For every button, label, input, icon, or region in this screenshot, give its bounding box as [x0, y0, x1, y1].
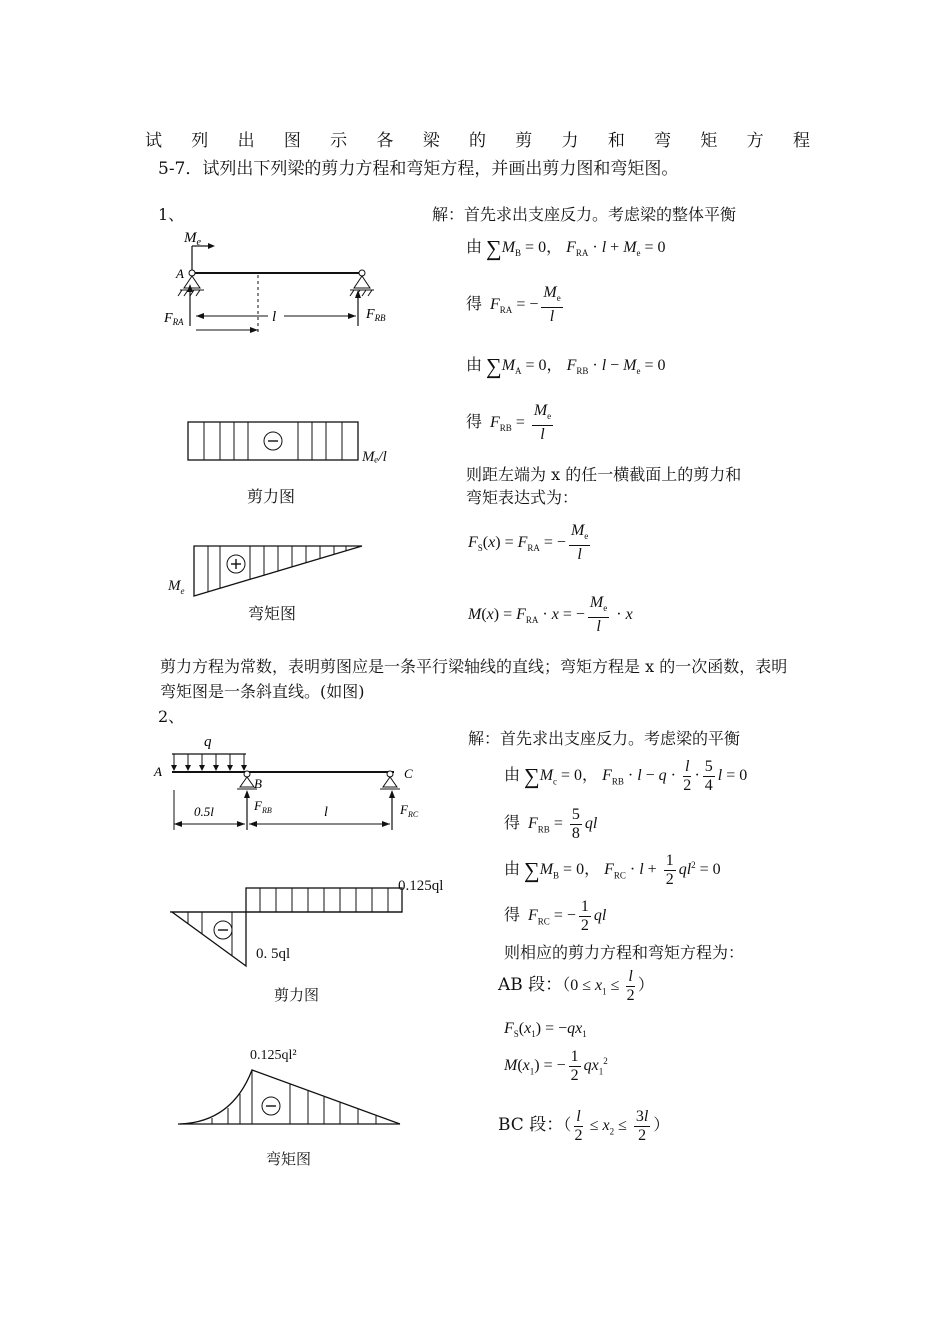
title-char: 方 [746, 131, 764, 151]
moment2-peak-value: 0.125ql² [250, 1048, 297, 1063]
part2-label: 2、 [158, 707, 185, 726]
point-b-label: B [254, 776, 262, 791]
title-char: 和 [607, 131, 625, 151]
part2-res2: 得 $F_{RC}$ = − $\frac{1}{2}$ ql [504, 898, 607, 934]
shear2-pos-value: 0.125ql [398, 878, 444, 894]
title-char: 列 [191, 131, 209, 151]
shear2-neg-value: 0. 5ql [256, 946, 291, 962]
part1-m-eq: $M(x) = F_{RA} \cdot x$ = − $\frac{M_e}{l}$ · x [468, 594, 633, 636]
frb-label: $F_{RB}$ [366, 307, 386, 323]
frc-label: $F_{RC}$ [400, 802, 419, 819]
title-char: 矩 [700, 131, 718, 151]
title-char: 剪 [515, 131, 533, 151]
fra-label: $F_{RA}$ [164, 311, 184, 327]
part1-conclusion: 剪力方程为常数，表明剪图应是一条平行梁轴线的直线；弯矩方程是 x 的一次函数，表明弯矩图是一条斜直线。(如图) [160, 657, 788, 701]
title-char: 力 [561, 131, 579, 151]
part2-res1: 得 $F_{RB}$ = $\frac{5}{8}$ ql [504, 806, 598, 842]
len1-label: 0.5l [194, 804, 214, 819]
page-title [145, 126, 810, 151]
title-char: 梁 [422, 131, 440, 151]
beam2-diagram [150, 730, 440, 840]
part1-eq2: 由 $\sum M_A = 0$， $F_{RB} \cdot l - M_e = 0$ [466, 353, 666, 379]
moment2-caption: 弯矩图 [266, 1150, 312, 1168]
part1-solution-intro: 解：首先求出支座反力。考虑梁的整体平衡 [432, 205, 737, 224]
shear1-value: Mₑ/l [362, 449, 387, 465]
title-char: 各 [376, 131, 394, 151]
part2-ab-range: AB 段：（$0 \le x_1$ ≤ $\frac{l}{2}$ ） [498, 968, 654, 1004]
part2-eq1: 由 $\sum M_c = 0$， $F_{RB} \cdot l - q$ · $\frac{l}{2}$ · $\frac{5}{4}$ l = 0 [504, 758, 748, 794]
part1-expr-text-2: 弯矩表达式为： [466, 488, 579, 507]
moment-diagram-2 [176, 1064, 406, 1130]
shear2-caption: 剪力图 [274, 986, 320, 1004]
me-label: $M_e$ [184, 230, 201, 248]
beam1-diagram [160, 226, 400, 336]
shear1-caption: 剪力图 [247, 487, 296, 506]
part2-eq2: 由 $\sum M_B = 0$， $F_{RC} \cdot l$ + $\frac{1}{2}$ $ql^2 = 0$ [504, 852, 721, 888]
problem-heading: 5-7．试列出下列梁的剪力方程和弯矩方程，并画出剪力图和弯矩图。 [158, 159, 679, 179]
part2-fs1: $F_S(x_1) = -qx_1$ [504, 1020, 587, 1040]
part2-bc-range: BC 段：（ $\frac{l}{2}$ ≤ $x_2$ ≤ $\frac{3l}{2}$ ） [498, 1108, 670, 1144]
moment-diagram-1 [190, 540, 370, 600]
title-char: 弯 [654, 131, 672, 151]
length-label: l [272, 309, 277, 325]
title-char: 示 [330, 131, 348, 151]
point-c-label: C [404, 766, 413, 781]
moment1-value: $M_e$ [168, 578, 185, 596]
len2-label: l [324, 805, 328, 820]
title-char: 的 [468, 131, 486, 151]
title-char: 程 [792, 131, 810, 151]
title-char: 试 [145, 131, 162, 151]
point-a2-label: A [154, 764, 162, 779]
title-char: 图 [283, 131, 301, 151]
part1-label: 1、 [158, 205, 185, 224]
part2-m1: $M(x_1)$ = − $\frac{1}{2}$ $qx_1^2$ [504, 1048, 608, 1084]
q-label: q [204, 734, 212, 750]
part2-equations-intro: 则相应的剪力方程和弯矩方程为： [504, 943, 745, 962]
moment1-caption: 弯矩图 [248, 604, 297, 623]
point-a-label: A [176, 266, 184, 281]
part1-res1: 得 $F_{RA}$ = − $\frac{M_e}{l}$ [466, 284, 561, 326]
part1-eq1: 由 $\sum M_B = 0$， $F_{RA} \cdot l + M_e = 0$ [466, 235, 666, 261]
frb2-label: $F_{RB}$ [254, 798, 272, 815]
part1-expr-text-1: 则距左端为 x 的任一横截面上的剪力和 [466, 465, 742, 484]
part1-res2: 得 $F_{RB}$ = $\frac{M_e}{l}$ [466, 402, 552, 444]
part2-solution-intro: 解：首先求出支座反力。考虑梁的平衡 [468, 729, 741, 748]
part1-fs-eq: $F_S(x) = F_{RA}$ = − $\frac{M_e}{l}$ [468, 522, 589, 564]
title-char: 出 [237, 131, 255, 151]
